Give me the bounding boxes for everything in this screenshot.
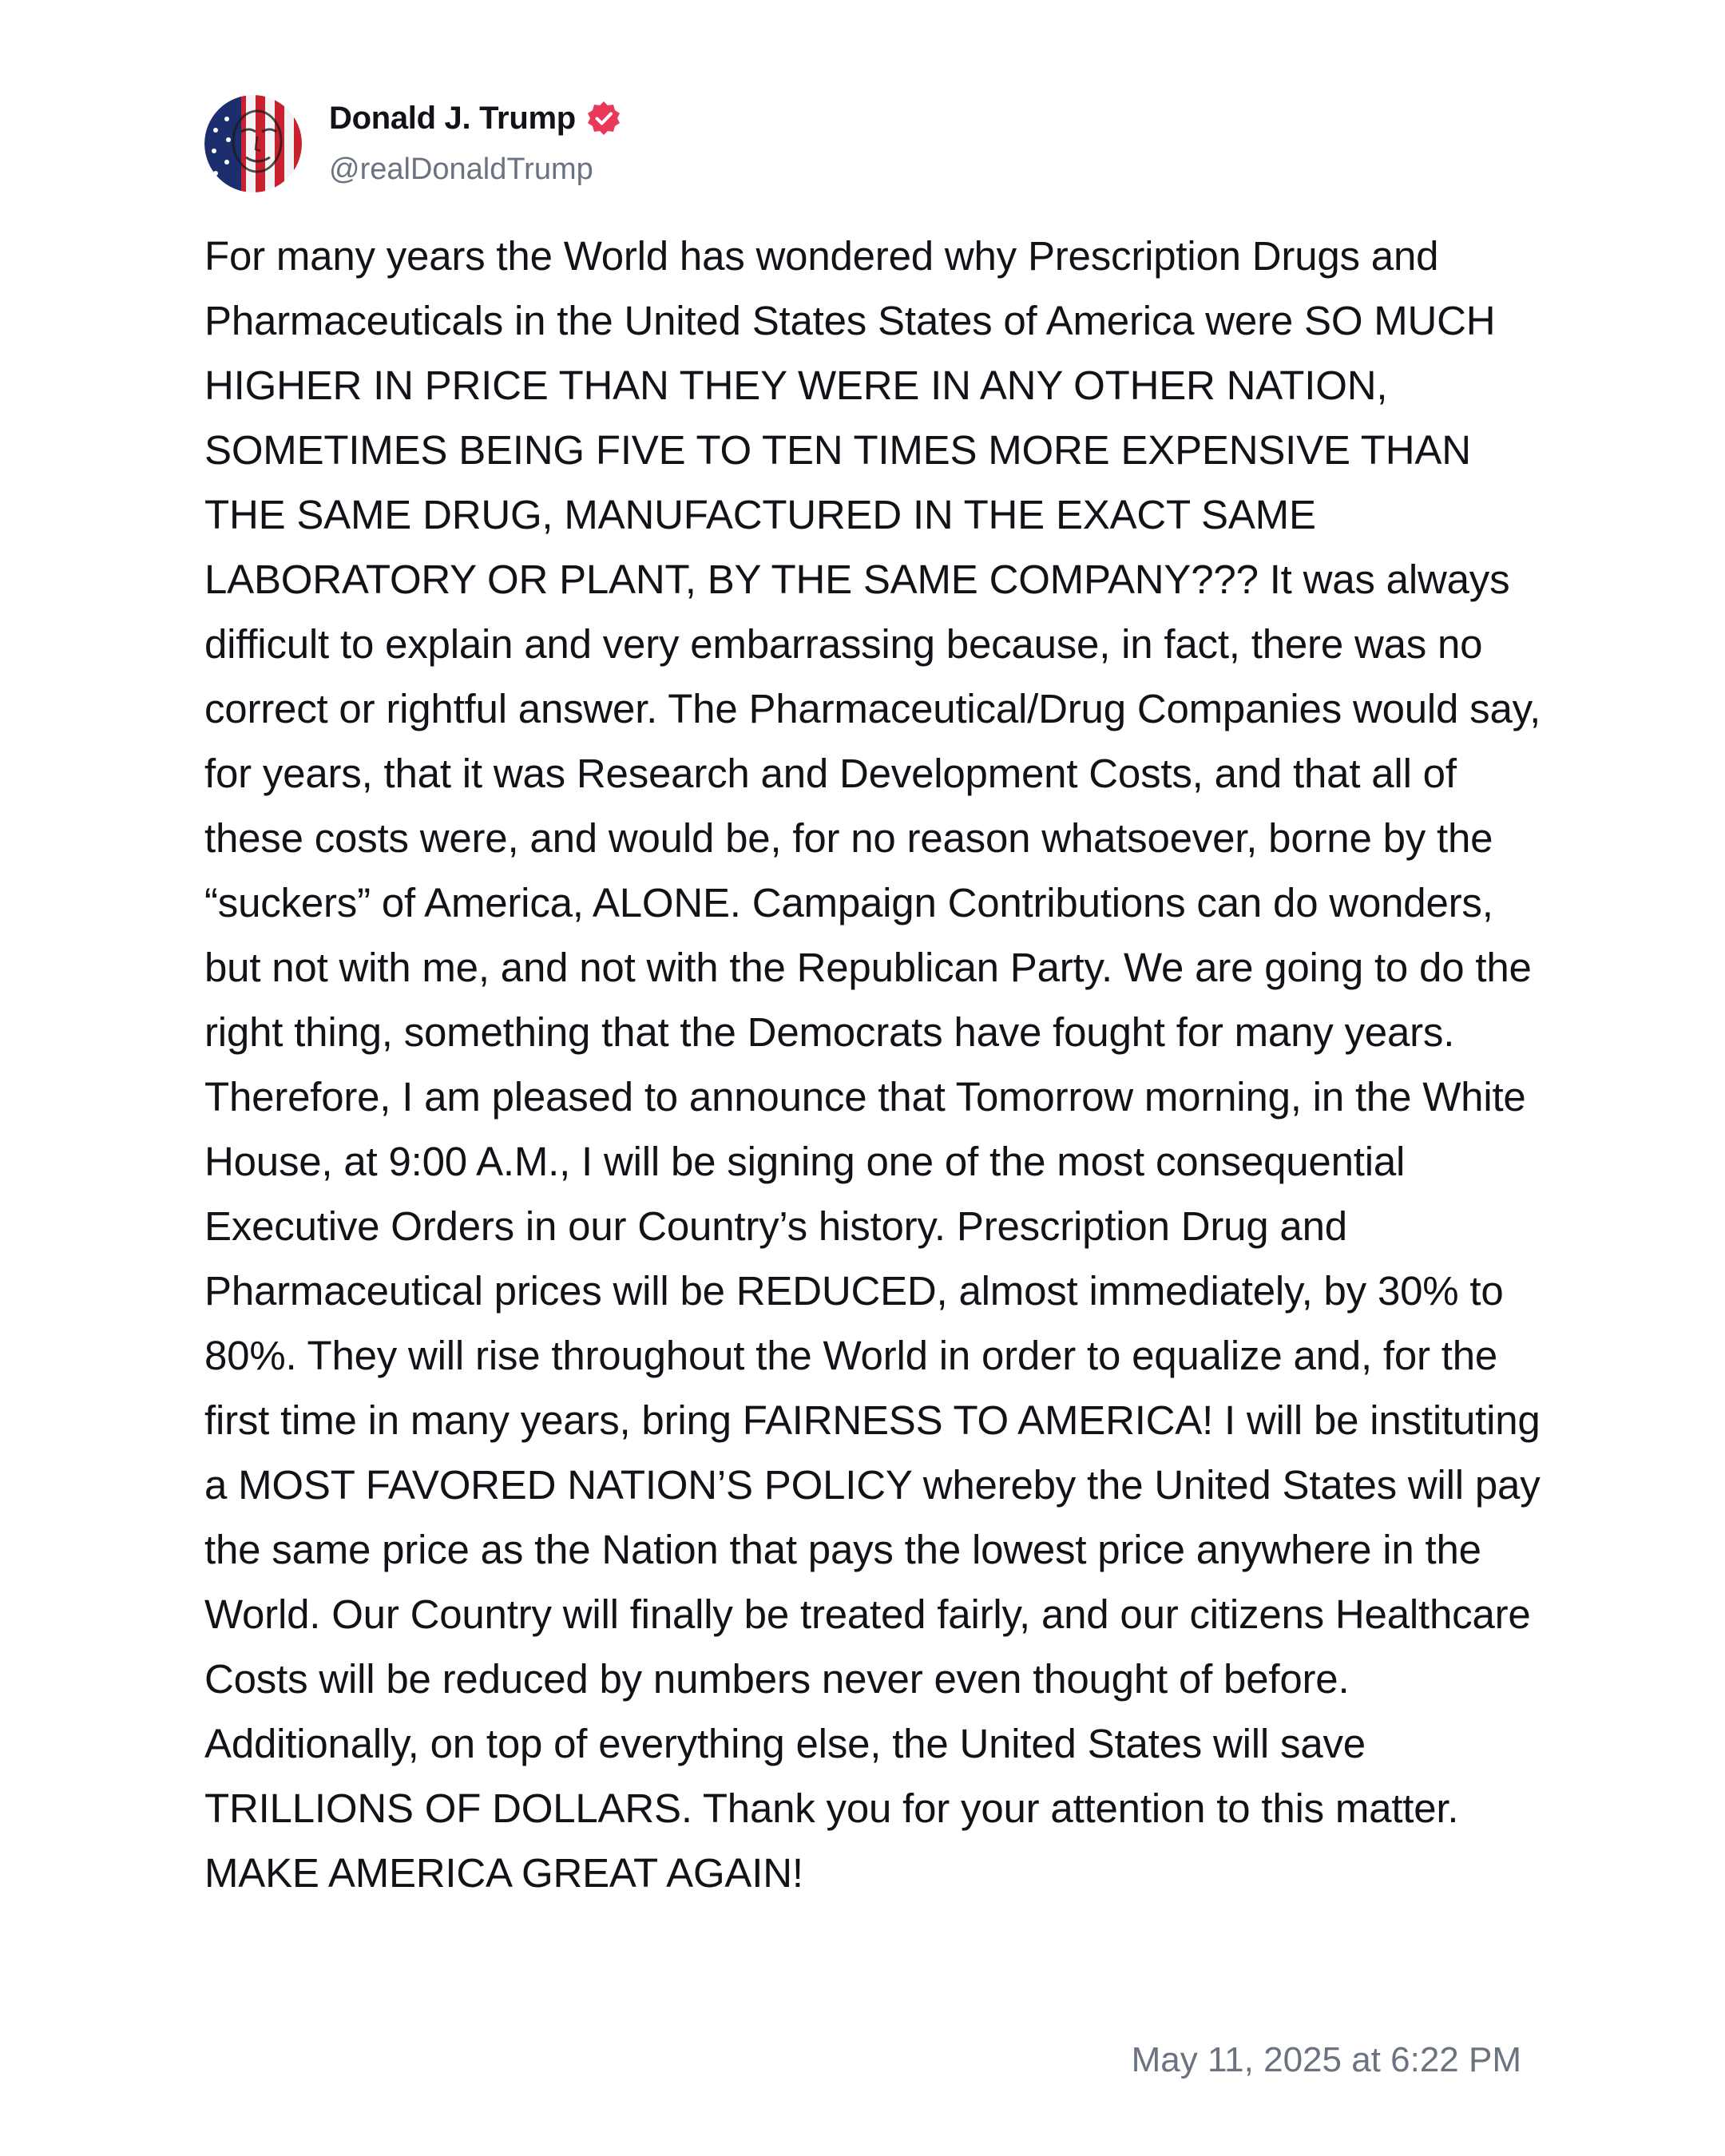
post-body: For many years the World has wondered why Prescription Drugs and Pharmaceuticals in the United States States of America were SO MUCH HIGHER IN PRICE THAN THEY WERE IN ANY OTHER NATION, SOMETIMES BEING FIVE TO TEN TIMES MORE EXPENSIVE THAN THE SAME DRUG, MANUFACTURED IN THE EXACT SAME LABORATORY OR PLANT, BY THE SAME COMPANY??? It was always difficult to explain and very embarrassing because, in fact, there was no correct or rightful answer. The Pharmaceutical/Drug Companies would say, for years, that it was Research and Development Costs, and that all of these costs were, and would be, for no reason whatsoever, borne by the “suckers” of America, ALONE. Campaign Contributions can do wonders, but not with me, and not with the Republican Party. We are going to do the right thing, something that the Democrats have fought for many years. Therefore, I am pleased to announce that Tomorrow morning, in the White House, at 9:00 A.M., I will be signing one of the most consequential Executive Orders in our Country’s history. Prescription Drug and Pharmaceutical prices will be REDUCED, almost immediately, by 30% to 80%. They will rise throughout the World in order to equalize and, for the first time in many years, bring FAIRNESS TO AMERICA! I will be instituting a MOST FAVORED NATION’S POLICY whereby the United States will pay the same price as the Nation that pays the lowest price anywhere in the World. Our Country will finally be treated fairly, and our citizens Healthcare Costs will be reduced by numbers never even thought of before. Additionally, on top of everything else, the United States will save TRILLIONS OF DOLLARS. Thank you for your attention to this matter. MAKE AMERICA GREAT AGAIN! [204,233,1541,1896]
avatar[interactable] [204,95,302,192]
author-handle[interactable]: @realDonaldTrump [329,153,593,186]
verified-badge-icon [585,100,622,137]
post-timestamp[interactable]: May 11, 2025 at 6:22 PM [1131,2040,1521,2079]
avatar-image [204,95,302,192]
post-header [204,94,1533,193]
name-row [329,98,622,138]
post-card [204,94,1541,1905]
author-display-name[interactable]: Donald J. Trump [329,101,576,136]
author-identity [329,98,622,189]
